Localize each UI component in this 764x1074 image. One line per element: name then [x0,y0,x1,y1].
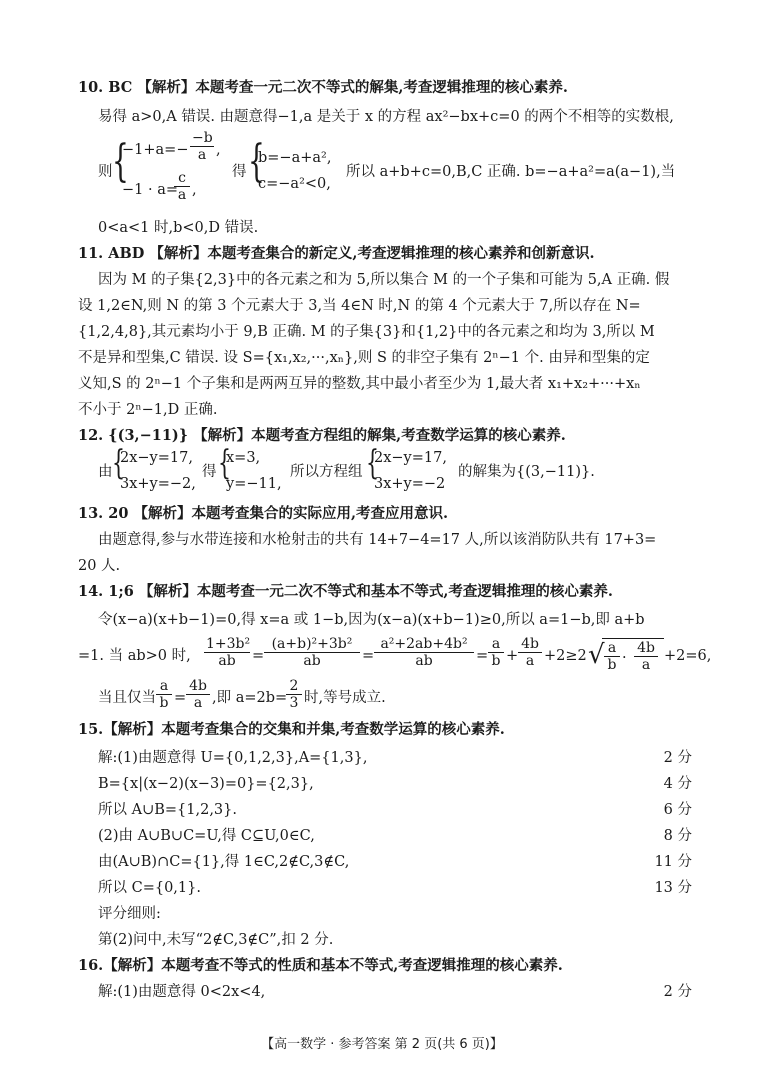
frac-numerator: c [174,170,190,187]
q12-brace-3: { [366,443,379,483]
q14-frac-8 [156,678,172,711]
q13-line-1: 由题意得,参与水带连接和水枪射击的共有 14+7−4=17 人,所以该消防队共有 17+3= [98,532,657,548]
q10-right-brace: { [248,136,265,187]
q14-dot: · [622,650,627,666]
frac-denominator: a [193,695,203,711]
q15-step-text: 由(A∪B)∩C={1},得 1∈C,2∉C,3∉C, [98,854,350,870]
q13-line-2: 20 人. [78,558,121,574]
q15-step-text: 所以 A∪B={1,2,3}. [98,802,237,818]
q12-sys1-eq1: 2x−y=17, [120,450,193,466]
frac-numerator: a [156,678,172,695]
frac-numerator: 4b [186,678,210,695]
q14-plus-1: + [506,648,519,664]
q14-heading: 14. 1;6 【解析】本题考查一元二次不等式和基本不等式,考查逻辑推理的核心素养. [78,583,613,600]
q10-ze: 则 [98,164,113,180]
q12-brace-1: { [112,443,125,483]
q15-step-text: (2)由 A∪B∪C=U,得 C⊆U,0∈C, [98,828,315,844]
q14-frac-5 [518,636,542,669]
frac-denominator: b [159,695,169,711]
q15-step-score: 6 分 [663,802,692,818]
q10-line-3: 0<a<1 时,b<0,D 错误. [98,220,259,236]
frac-denominator: ab [303,653,321,669]
q14-frac-3 [374,636,474,669]
frac-numerator: a [488,636,504,653]
frac-denominator: b [607,657,617,673]
q16-line-1: 解:(1)由题意得 0<2x<4, [98,984,266,1000]
q15-step-score: 4 分 [663,776,692,792]
frac-numerator: 4b [634,640,658,657]
sqrt-icon: √ [588,640,605,670]
frac-numerator: −b [192,130,213,146]
q12-heading: 12. {(3,−11)} 【解析】本题考查方程组的解集,考查数学运算的核心素养. [78,427,566,444]
q10-left-brace: { [112,136,129,187]
frac-denominator: a [525,653,535,669]
q15-step-score: 13 分 [654,880,692,896]
page-footer: 【高一数学 · 参考答案 第 2 页(共 6 页)】 [261,1037,503,1052]
q11-line-4: 不是异和型集,C 错误. 设 S={x₁,x₂,···,xₙ},则 S 的非空子集有 2ⁿ−1 个. 由异和型集的定 [78,350,650,366]
frac-denominator: a [177,187,187,203]
q14-line-2-start: =1. 当 ab>0 时, [78,648,191,664]
q10-comma-1: , [216,142,221,158]
frac-denominator: b [491,653,501,669]
q14-frac-1 [204,636,250,669]
q11-line-3: {1,2,4,8},其元素均小于 9,B 正确. M 的子集{3}和{1,2}中的各元素之和均为 3,所以 M [78,324,655,340]
q15-step-text: 所以 C={0,1}. [98,880,201,896]
q10-comma-2: , [192,182,197,198]
frac-numerator: 1+3b² [206,636,251,652]
q10-heading: 10. BC 【解析】本题考查一元二次不等式的解集,考查逻辑推理的核心素养. [78,79,568,96]
sqrt-overline [602,638,664,639]
q15-step-score: 2 分 [663,750,692,766]
frac-numerator: a [604,640,620,657]
q14-frac-4 [488,636,504,669]
q12-sys2-eq2: y=−11, [226,476,282,492]
q11-line-1: 因为 M 的子集{2,3}中的各元素之和为 5,所以集合 M 的一个子集和可能为 5,A 正确. 假 [98,272,670,288]
q15-step-score: 11 分 [654,854,692,870]
q12-tail: 的解集为{(3,−11)}. [458,464,595,480]
q12-you: 由 [98,464,113,480]
q10-sys1-eq2: −1 · a= [122,182,178,198]
frac-numerator: 2 [286,678,302,695]
q14-frac-2 [264,636,360,669]
q15-heading: 15.【解析】本题考查集合的交集和并集,考查数学运算的核心素养. [78,721,505,738]
q12-mid: 所以方程组 [290,464,363,480]
q15-rule: 第(2)问中,未写“2∉C,3∉C”,扣 2 分. [98,932,334,948]
q10-frac-c-over-a [174,170,190,203]
q14-end-3: 时,等号成立. [304,690,386,706]
frac-numerator: 4b [518,636,542,653]
frac-numerator: (a+b)²+3b² [264,636,360,653]
q15-step-text: 解:(1)由题意得 U={0,1,2,3},A={1,3}, [98,750,368,766]
q15-rule-title: 评分细则: [98,906,161,922]
q10-sys1-eq1: −1+a=− [122,142,189,158]
q11-heading: 11. ABD 【解析】本题考查集合的新定义,考查逻辑推理的核心素养和创新意识. [78,245,595,262]
q14-line-3-start: 当且仅当 [98,690,156,706]
q10-tail: 所以 a+b+c=0,B,C 正确. b=−a+a²=a(a−1),当 [346,164,676,180]
q12-sys1-eq2: 3x+y=−2, [120,476,196,492]
q14-eq-3: = [476,648,489,664]
q10-de: 得 [232,164,247,180]
q16-heading: 16.【解析】本题考查不等式的性质和基本不等式,考查逻辑推理的核心素养. [78,957,563,974]
q14-end-2: +2=6, [664,648,712,664]
q11-line-6: 不小于 2ⁿ−1,D 正确. [78,402,218,418]
q12-sys3-eq2: 3x+y=−2 [374,476,446,492]
q10-frac-b-over-a [190,130,214,163]
q12-de: 得 [202,464,217,480]
frac-denominator: 3 [289,695,299,711]
q10-sys2-eq2: c=−a²<0, [258,176,331,192]
frac-numerator: a²+2ab+4b² [374,636,474,653]
frac-denominator: ab [415,653,433,669]
q12-sys3-eq1: 2x−y=17, [374,450,447,466]
frac-denominator: ab [218,653,236,669]
q14-mid-3: ,即 a=2b= [212,690,288,706]
q12-brace-2: { [218,443,231,483]
q10-line-1: 易得 a>0,A 错误. 由题意得−1,a 是关于 x 的方程 ax²−bx+c=0 的两个不相等的实数根, [98,109,674,125]
q14-frac-10 [286,678,302,711]
frac-denominator: a [641,657,651,673]
q14-eq-1: = [252,648,265,664]
q12-sys2-eq1: x=3, [226,450,261,466]
q13-heading: 13. 20 【解析】本题考查集合的实际应用,考查应用意识. [78,505,449,522]
q10-sys2-eq1: b=−a+a², [258,150,332,166]
q14-eq-8: = [174,690,187,706]
q11-line-5: 义知,S 的 2ⁿ−1 个子集和是两两互异的整数,其中最小者至少为 1,最大者 x₁+x₂+···+xₙ [78,376,641,392]
frac-denominator: a [197,147,207,163]
q16-score: 2 分 [663,984,692,1000]
q15-step-score: 8 分 [663,828,692,844]
q14-frac-6 [604,640,620,673]
q14-line-1: 令(x−a)(x+b−1)=0,得 x=a 或 1−b,因为(x−a)(x+b−1)≥0,所以 a=1−b,即 a+b [98,612,645,628]
q11-line-2: 设 1,2∈N,则 N 的第 3 个元素大于 3,当 4∈N 时,N 的第 4 个元素大于 7,所以存在 N= [78,298,641,314]
q14-mid-2: +2≥2 [544,648,587,664]
q14-eq-2: = [362,648,375,664]
q14-frac-7 [634,640,658,673]
q15-step-text: B={x|(x−2)(x−3)=0}={2,3}, [98,776,314,792]
q14-frac-9 [186,678,210,711]
